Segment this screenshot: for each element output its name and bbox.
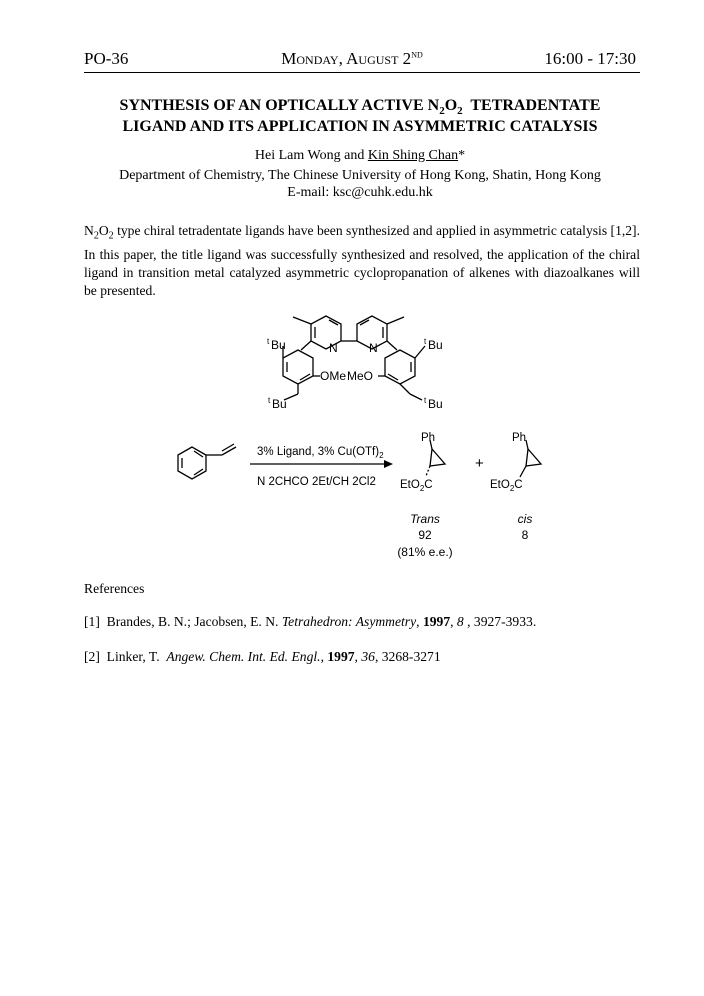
cond-bottom: N 2CHCO 2Et/CH 2Cl2 [257,476,376,488]
ligand-structure [250,300,480,420]
ligand-n-right: N [369,341,378,355]
corresponding-mark: * [458,148,466,163]
email: E-mail: ksc@cuhk.edu.hk [287,185,433,200]
abs-sub: 2 [108,230,114,242]
trans-value: 92 [418,528,432,542]
ref-journal: Angew. Chem. Int. Ed. Engl. [166,649,321,664]
paper-title-line2: LIGAND AND ITS APPLICATION IN ASYMMETRIC CATALYSIS [122,118,598,135]
abs-n: N [84,223,94,238]
tbu-t: t [268,396,271,405]
tbu-top-left: Bu [271,338,286,352]
tbu-t: t [267,337,270,346]
header-day-text: Monday, August 2 [281,49,412,68]
references-heading: References [84,581,145,596]
header-code: PO-36 [84,49,129,68]
ref-pages: , 3268-3271 [374,649,441,664]
title-sub: 2 [439,105,445,118]
ref-volume: 8 [456,614,464,629]
ref-authors: Brandes, B. N.; Jacobsen, E. N. [106,614,282,629]
plus-sign: + [475,455,484,472]
trans-label: Trans [410,512,440,526]
abs-text: type chiral tetradentate ligands have been synthesized and applied in asymmetric catalysis [1,2]. In this paper, the title ligand was successfully synthesized and resolved, the application of the chiral ligand in transition metal catalyzed asymmetric cyclopropanation of alkenes with diazoalkanes will be presented. [84,223,640,298]
tbu-bottom-left: Bu [272,397,287,411]
header-rule [84,72,640,73]
tbu-bottom-right: Bu [428,397,443,411]
tbu-t: t [424,396,427,405]
cis-ester: EtO$_2$C [490,479,523,493]
ligand-ome: OMe [320,369,347,383]
tbu-t: t [424,337,427,346]
cis-cyclopropane [526,449,541,466]
affiliation: Department of Chemistry, The Chinese University of Hong Kong, Shatin, Hong Kong [119,168,601,183]
ref-year: 1997 [422,614,451,629]
ref-authors: Linker, T. [106,649,167,664]
ref-num: [2] [84,649,100,664]
ref-pages: , 3927-3933. [463,614,537,629]
trans-ester: EtO$_2$C [400,479,433,493]
abs-sub: 2 [93,230,99,242]
title-part: O [444,97,458,114]
cond-top: 3% Ligand, 3% $Cu(OTf)_2$ [257,446,384,460]
trans-ph: Ph [421,432,436,444]
author-1: Hei Lam Wong and [254,148,368,163]
ref-volume: 36 [361,649,375,664]
trans-cyclopropane [430,449,445,466]
tbu-top-right: Bu [428,338,443,352]
author-2: Kin Shing Chan [367,148,459,163]
title-sub: 2 [457,105,463,118]
authors [60,148,660,164]
trans-ee: (81% e.e.) [397,545,453,559]
abs-o: O [98,223,109,238]
reaction-scheme [160,425,560,505]
ligand-n-left: N [329,341,338,355]
abstract [84,222,640,300]
reference-1: [1] Brandes, B. N.; Jacobsen, E. N. Tetrahedron: Asymmetry, 1997, 8 , 3927-3933. [84,614,537,629]
ligand-meo: MeO [347,369,374,383]
header-time: 16:00 - 17:30 [544,49,636,68]
arrow-head [384,460,393,468]
header-day-sup: ND [411,50,423,60]
cis-label: cis [517,512,533,526]
ref-year: 1997 [327,649,355,664]
ref-num: [1] [84,614,100,629]
ref-journal: Tetrahedron: Asymmetry [281,614,417,629]
title-part: TETRADENTATE [462,97,601,114]
reference-2: [2] Linker, T. Angew. Chem. Int. Ed. Engl., 1997, 36, 3268-3271 [84,649,441,664]
cis-value: 8 [521,528,529,542]
cis-ph: Ph [512,432,527,444]
title-part: SYNTHESIS OF AN OPTICALLY ACTIVE N [119,97,440,114]
